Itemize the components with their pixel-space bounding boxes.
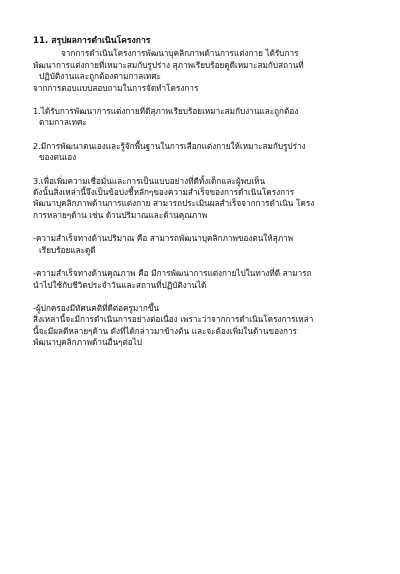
- result-line: เรียบร้อยและดูดี: [39, 244, 96, 255]
- quantity-success: [33, 233, 373, 256]
- result-line: -ผู้ปกครองมีทัศนคติที่ดีต่อครูมากขึ้น: [33, 302, 160, 313]
- intro-line: จากการดำเนินโครงการพัฒนาบุคลิกภาพด้านการแต่งกาย ได้รับการ: [61, 48, 299, 59]
- result-line: ของตนเอง: [39, 152, 77, 163]
- intro-paragraph: [33, 48, 373, 94]
- result-line: นำไปใช้กับชีวิตประจำวันและสถานที่ปฏิบัติงานได้: [33, 279, 207, 290]
- result-line: -ความสำเร็จทางด้านปริมาณ คือ สามารถพัฒนาบุคลิกภาพของตนให้สุภาพ: [33, 233, 294, 244]
- quality-success: [33, 268, 373, 291]
- result-item-3: [33, 176, 373, 222]
- result-line: -ความสำเร็จทางด้านคุณภาพ คือ มีการพัฒนาการแต่งกายไปในทางที่ดี สามารถ: [33, 268, 312, 279]
- result-line: 3.เพื่อเพิ่มความเชื่อมั่นและการเป็นแบบอย่างที่ดีทั้งเด็กและผู้พบเห็น: [33, 175, 266, 186]
- result-line: 1.ได้รับการพัฒนาการแต่งกายที่ดีสุภาพเรียบร้อยเหมาะสมกับงานและถูกต้อง: [33, 106, 299, 117]
- result-line: ดังนั้นสิ่งเหล่านี้จึงเป็นข้อบ่งชี้หลักๆของความสำเร็จของการดำเนินโครงการ: [33, 187, 295, 198]
- result-line: 2.มีการพัฒนาตนเองและรู้จักพื้นฐานในการเลือกแต่งกายให้เหมาะสมกับรูปร่าง: [33, 140, 306, 151]
- result-item-1: [33, 106, 373, 129]
- result-line: การหลายๆด้าน เช่น ด้านปริมาณและด้านคุณภาพ: [33, 209, 208, 220]
- result-line: พัฒนาบุคลิกภาพด้านการแต่งกาย สามารถประเมินผลสำเร็จจากการดำเนิน โครง: [33, 198, 315, 209]
- section-title: 11. สรุปผลการดำเนินโครงการ: [33, 36, 151, 46]
- result-item-2: [33, 141, 373, 164]
- intro-line: ปฏิบัติงานและถูกต้องตามกาลเทศะ: [39, 71, 161, 82]
- result-line: นี้จะมีผลดีหลายๆด้าน ดังที่ได้กล่าวมาข้างต้น และจะต้องเพิ่มในด้านของการ: [33, 325, 297, 336]
- intro-line: พัฒนาการแต่งกายที่เหมาะสมกับรูปร่าง สุภาพเรียบร้อยดูดีเหมาะสมกับสถานที่: [33, 59, 304, 70]
- result-line: สิ่งเหล่านี้จะมีการดำเนินการอย่างต่อเนื่อง เพราะว่าจากการดำเนินโครงการเหล่า: [33, 314, 314, 325]
- result-line: ตามกาลเทศะ: [39, 117, 87, 128]
- document-body: [33, 36, 373, 349]
- parent-attitude: [33, 303, 373, 349]
- intro-line: จากการตอบแบบสอบถามในการจัดทำโครงการ: [33, 82, 199, 93]
- result-line: พัฒนาบุคลิกภาพด้านอื่นๆต่อไป: [33, 337, 143, 348]
